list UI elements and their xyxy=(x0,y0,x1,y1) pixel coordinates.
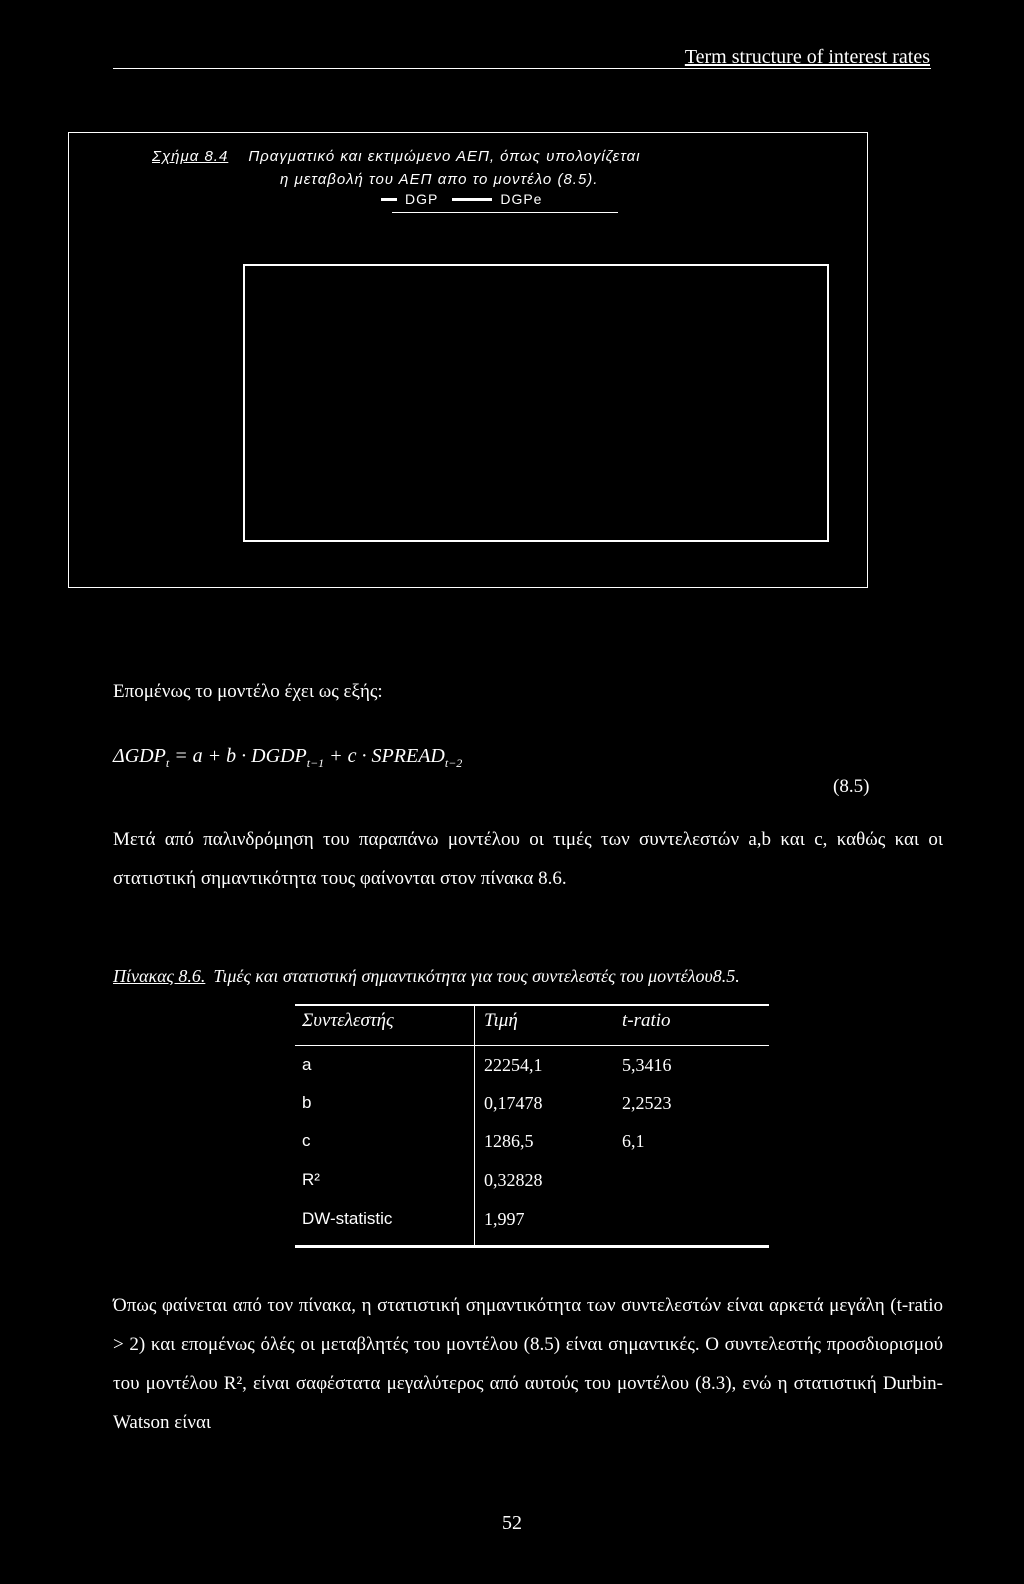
equation-eq: = a + b · DGDP xyxy=(169,745,307,767)
table-cell: 0,32828 xyxy=(484,1170,543,1190)
table-caption-text: Τιμές και στατιστική σημαντικότητα για τους συντελεστές του μοντέλου8.5. xyxy=(213,966,740,986)
legend-swatch-dgpe xyxy=(452,198,492,201)
table-header-value: Τιμή xyxy=(484,1010,518,1031)
header-rule xyxy=(113,68,931,69)
table-cell: 6,1 xyxy=(622,1131,645,1151)
intro-text: Επομένως το μοντέλο έχει ως εξής: xyxy=(113,681,383,702)
figure-label: Σχήμα 8.4 xyxy=(152,148,229,165)
legend-swatch-dgp xyxy=(381,198,397,201)
equation-number: (8.5) xyxy=(833,776,870,797)
table-caption xyxy=(113,966,740,987)
table-header-tratio: t-ratio xyxy=(622,1010,671,1031)
table-label: Πίνακας 8.6. xyxy=(113,966,206,986)
table-cell: 22254,1 xyxy=(484,1055,543,1075)
table-bottom-rule xyxy=(295,1245,769,1248)
table-cell: R² xyxy=(302,1170,320,1189)
table-cell: b xyxy=(302,1093,312,1112)
legend-label-dgp: DGP xyxy=(405,191,439,207)
equation-mid: + c · SPREAD xyxy=(324,745,445,767)
legend-rule xyxy=(392,212,618,213)
legend-label-dgpe: DGPe xyxy=(500,191,543,207)
table-header-coefficient: Συντελεστής xyxy=(302,1010,394,1031)
equation-sub1: t−1 xyxy=(306,756,325,770)
figure-caption xyxy=(152,145,641,191)
table-column-rule xyxy=(474,1006,475,1246)
equation-lhs-sub: t xyxy=(165,756,170,770)
figure-legend xyxy=(381,191,542,207)
equation xyxy=(113,745,462,771)
table-cell: 0,17478 xyxy=(484,1093,543,1113)
table-header-rule xyxy=(295,1045,769,1046)
paragraph-1: Μετά από παλινδρόμηση του παραπάνω μοντέλου οι τιμές των συντελεστών a,b και c, καθώς και οι στατιστική σημαντικότητα τους φαίνονται στον πίνακα 8.6. xyxy=(113,829,943,889)
figure-caption-line2: η μεταβολή του ΑΕΠ απο το μοντέλο (8.5). xyxy=(280,171,599,188)
paragraph-2: Όπως φαίνεται από τον πίνακα, η στατιστική σημαντικότητα των συντελεστών είναι αρκετά μεγάλη (t-ratio > 2) και επομένως όλές οι μεταβλητές του μοντέλου (8.5) είναι σημαντικές. Ο συντελεστής προσδιορισμού του μοντέλου R², είναι σαφέστατα μεγαλύτερος από αυτούς του μοντέλου (8.3), ενώ η στατιστική Durbin-Watson είναι xyxy=(113,1295,943,1433)
figure-caption-line1: Πραγματικό και εκτιμώμενο ΑΕΠ, όπως υπολογίζεται xyxy=(248,148,641,165)
table-cell: c xyxy=(302,1131,311,1150)
table-cell: DW-statistic xyxy=(302,1209,393,1228)
table-cell: 5,3416 xyxy=(622,1055,672,1075)
equation-sub2: t−2 xyxy=(444,756,463,770)
table-cell: 1286,5 xyxy=(484,1131,534,1151)
table-cell: 1,997 xyxy=(484,1209,525,1229)
equation-lhs: ΔGDP xyxy=(113,745,166,767)
running-header: Term structure of interest rates xyxy=(684,46,930,68)
table-top-rule xyxy=(295,1004,769,1006)
plot-area xyxy=(243,264,829,542)
table-cell: 2,2523 xyxy=(622,1093,672,1113)
table-cell: a xyxy=(302,1055,312,1074)
page-number: 52 xyxy=(502,1512,522,1534)
